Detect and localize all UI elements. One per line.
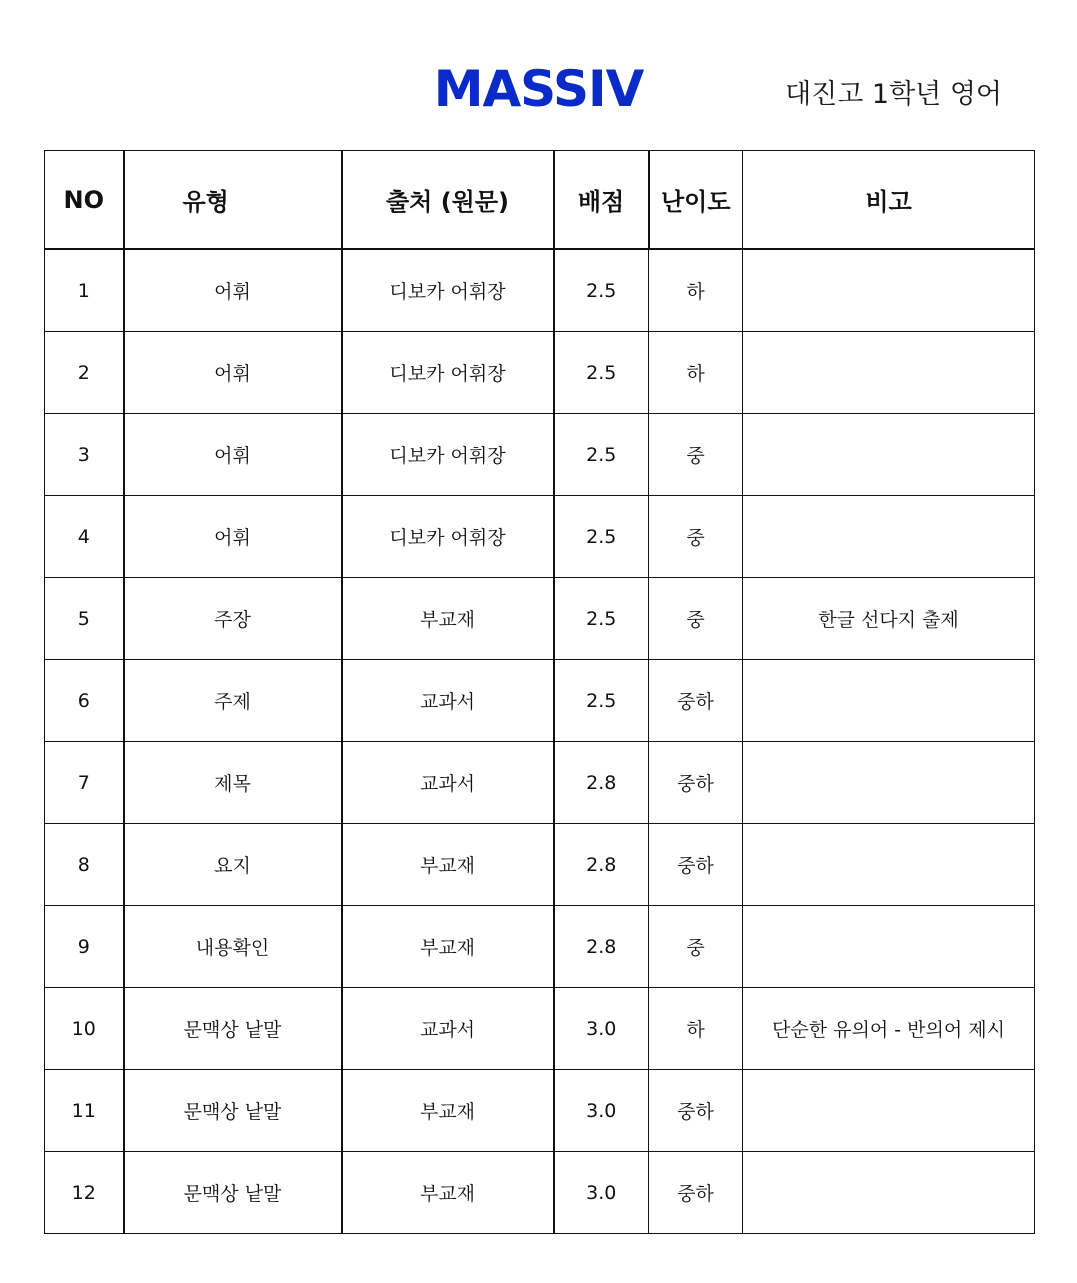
cell-no: 11 bbox=[45, 1070, 124, 1152]
cell-source: 디보카 어휘장 bbox=[342, 332, 554, 414]
cell-no: 6 bbox=[45, 660, 124, 742]
table-row bbox=[45, 906, 1035, 988]
cell-no: 4 bbox=[45, 496, 124, 578]
table-row bbox=[45, 332, 1035, 414]
cell-note bbox=[743, 660, 1035, 742]
cell-difficulty: 하 bbox=[649, 332, 743, 414]
cell-difficulty: 하 bbox=[649, 988, 743, 1070]
cell-difficulty: 하 bbox=[649, 249, 743, 332]
cell-score: 2.5 bbox=[554, 660, 649, 742]
table-row bbox=[45, 249, 1035, 332]
table-row bbox=[45, 824, 1035, 906]
cell-note bbox=[743, 906, 1035, 988]
cell-no: 1 bbox=[45, 249, 124, 332]
cell-type: 문맥상 낱말 bbox=[124, 988, 342, 1070]
cell-note bbox=[743, 824, 1035, 906]
cell-note bbox=[743, 414, 1035, 496]
cell-source: 디보카 어휘장 bbox=[342, 414, 554, 496]
cell-note bbox=[743, 1070, 1035, 1152]
cell-no: 8 bbox=[45, 824, 124, 906]
table-header-row bbox=[45, 151, 1035, 250]
cell-score: 2.5 bbox=[554, 332, 649, 414]
table-row bbox=[45, 988, 1035, 1070]
cell-note: 한글 선다지 출제 bbox=[743, 578, 1035, 660]
table-body bbox=[45, 249, 1035, 1234]
cell-note bbox=[743, 742, 1035, 824]
cell-difficulty: 중 bbox=[649, 496, 743, 578]
cell-score: 2.8 bbox=[554, 824, 649, 906]
cell-type: 주장 bbox=[124, 578, 342, 660]
cell-score: 2.5 bbox=[554, 249, 649, 332]
cell-no: 12 bbox=[45, 1152, 124, 1234]
cell-source: 부교재 bbox=[342, 578, 554, 660]
cell-type: 요지 bbox=[124, 824, 342, 906]
table-row bbox=[45, 660, 1035, 742]
cell-type: 주제 bbox=[124, 660, 342, 742]
cell-note bbox=[743, 332, 1035, 414]
cell-difficulty: 중하 bbox=[649, 824, 743, 906]
table-row bbox=[45, 742, 1035, 824]
table-row bbox=[45, 1152, 1035, 1234]
cell-source: 교과서 bbox=[342, 742, 554, 824]
cell-difficulty: 중하 bbox=[649, 1070, 743, 1152]
cell-note bbox=[743, 249, 1035, 332]
cell-note bbox=[743, 1152, 1035, 1234]
cell-source: 부교재 bbox=[342, 1152, 554, 1234]
cell-difficulty: 중하 bbox=[649, 660, 743, 742]
cell-score: 2.8 bbox=[554, 906, 649, 988]
cell-type: 어휘 bbox=[124, 249, 342, 332]
table-row bbox=[45, 496, 1035, 578]
table-row bbox=[45, 1070, 1035, 1152]
column-header-type: 유형 bbox=[124, 151, 342, 250]
cell-type: 문맥상 낱말 bbox=[124, 1152, 342, 1234]
cell-score: 2.5 bbox=[554, 578, 649, 660]
column-header-difficulty: 난이도 bbox=[649, 151, 743, 250]
column-header-note: 비고 bbox=[743, 151, 1035, 250]
cell-type: 제목 bbox=[124, 742, 342, 824]
document-subtitle: 대진고 1학년 영어 bbox=[785, 79, 1002, 110]
cell-difficulty: 중 bbox=[649, 906, 743, 988]
cell-difficulty: 중 bbox=[649, 414, 743, 496]
cell-score: 3.0 bbox=[554, 988, 649, 1070]
cell-note: 단순한 유의어 - 반의어 제시 bbox=[743, 988, 1035, 1070]
cell-difficulty: 중하 bbox=[649, 1152, 743, 1234]
cell-source: 부교재 bbox=[342, 824, 554, 906]
column-header-source: 출처 (원문) bbox=[342, 151, 554, 250]
table-row bbox=[45, 578, 1035, 660]
column-header-score: 배점 bbox=[554, 151, 649, 250]
cell-score: 2.8 bbox=[554, 742, 649, 824]
cell-source: 교과서 bbox=[342, 988, 554, 1070]
cell-score: 2.5 bbox=[554, 414, 649, 496]
cell-type: 어휘 bbox=[124, 332, 342, 414]
cell-no: 7 bbox=[45, 742, 124, 824]
massiv-logo: MASSIV bbox=[433, 60, 644, 118]
column-header-no: NO bbox=[45, 151, 124, 250]
cell-source: 부교재 bbox=[342, 906, 554, 988]
cell-no: 2 bbox=[45, 332, 124, 414]
cell-no: 5 bbox=[45, 578, 124, 660]
cell-source: 디보카 어휘장 bbox=[342, 496, 554, 578]
table-row bbox=[45, 414, 1035, 496]
cell-source: 교과서 bbox=[342, 660, 554, 742]
cell-type: 문맥상 낱말 bbox=[124, 1070, 342, 1152]
cell-type: 어휘 bbox=[124, 414, 342, 496]
cell-score: 3.0 bbox=[554, 1152, 649, 1234]
cell-note bbox=[743, 496, 1035, 578]
cell-no: 3 bbox=[45, 414, 124, 496]
cell-difficulty: 중 bbox=[649, 578, 743, 660]
cell-source: 부교재 bbox=[342, 1070, 554, 1152]
cell-difficulty: 중하 bbox=[649, 742, 743, 824]
cell-no: 9 bbox=[45, 906, 124, 988]
exam-analysis-table bbox=[44, 150, 1035, 1234]
cell-score: 3.0 bbox=[554, 1070, 649, 1152]
cell-type: 내용확인 bbox=[124, 906, 342, 988]
cell-no: 10 bbox=[45, 988, 124, 1070]
cell-score: 2.5 bbox=[554, 496, 649, 578]
cell-source: 디보카 어휘장 bbox=[342, 249, 554, 332]
cell-type: 어휘 bbox=[124, 496, 342, 578]
